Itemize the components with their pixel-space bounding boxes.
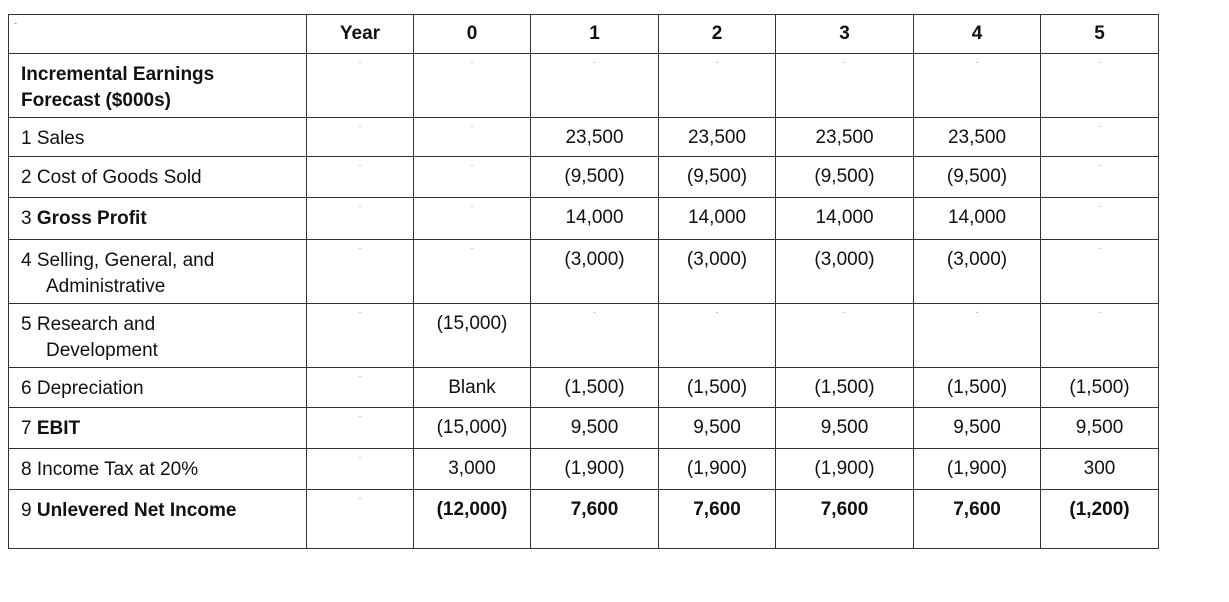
table-cell: (1,500): [1041, 368, 1159, 408]
header-cell-0: 0: [414, 15, 531, 54]
table-cell: 9,500: [776, 408, 914, 449]
table-cell: 14,000: [531, 198, 659, 240]
table-cell: -: [414, 157, 531, 198]
table-cell: -: [1041, 118, 1159, 157]
table-cell: -: [1041, 157, 1159, 198]
table-cell: (1,500): [531, 368, 659, 408]
header-cell-2: 2: [659, 15, 776, 54]
table-cell: -: [414, 54, 531, 118]
table-cell: (9,500): [531, 157, 659, 198]
table-cell: (1,500): [659, 368, 776, 408]
table-row-sales: [9, 118, 1159, 157]
table-cell: 23,500: [659, 118, 776, 157]
table-cell: 7,600: [914, 490, 1041, 549]
table-row-unlevered-net-income: [9, 490, 1159, 549]
table-cell: -: [414, 198, 531, 240]
table-cell: -: [531, 304, 659, 368]
table-cell: 9,500: [1041, 408, 1159, 449]
table-cell: -: [1041, 304, 1159, 368]
table-row-income-tax: [9, 449, 1159, 490]
table-cell: -: [307, 198, 414, 240]
table-cell: 14,000: [776, 198, 914, 240]
table-cell: (9,500): [914, 157, 1041, 198]
table-cell: -: [1041, 198, 1159, 240]
row-label: 9 Unlevered Net Income: [9, 490, 307, 549]
table-cell: -: [307, 304, 414, 368]
table-cell: 14,000: [914, 198, 1041, 240]
table-cell: (1,900): [659, 449, 776, 490]
table-cell: (15,000): [414, 408, 531, 449]
table-cell: (1,200): [1041, 490, 1159, 549]
table-cell: (1,900): [776, 449, 914, 490]
table-cell: (1,500): [914, 368, 1041, 408]
table-cell: 23,500: [531, 118, 659, 157]
table-row-sga: [9, 240, 1159, 304]
earnings-forecast-table: [8, 14, 1159, 549]
row-label: 5 Research and Development: [9, 304, 307, 368]
row-label: 8 Income Tax at 20%: [9, 449, 307, 490]
header-cell-4: 4: [914, 15, 1041, 54]
table-cell: Blank: [414, 368, 531, 408]
table-cell: 9,500: [914, 408, 1041, 449]
header-cell-1: 1: [531, 15, 659, 54]
table-cell: 9,500: [531, 408, 659, 449]
table-cell: -: [307, 408, 414, 449]
table-row-depreciation: [9, 368, 1159, 408]
header-row: [9, 15, 1159, 54]
table-cell: 23,500: [914, 118, 1041, 157]
table-cell: (15,000): [414, 304, 531, 368]
table-cell: -: [307, 368, 414, 408]
table-cell: -: [659, 54, 776, 118]
table-row-gross-profit: [9, 198, 1159, 240]
table-cell: -: [776, 304, 914, 368]
table-cell: -: [307, 449, 414, 490]
table-cell: (3,000): [531, 240, 659, 304]
table-cell: -: [307, 54, 414, 118]
table-cell: (9,500): [659, 157, 776, 198]
table-cell: (1,900): [531, 449, 659, 490]
row-label: 3 Gross Profit: [9, 198, 307, 240]
table-cell: (9,500): [776, 157, 914, 198]
table-cell: -: [307, 240, 414, 304]
table-cell: -: [659, 304, 776, 368]
table-cell: 14,000: [659, 198, 776, 240]
row-label: 7 EBIT: [9, 408, 307, 449]
row-label: 2 Cost of Goods Sold: [9, 157, 307, 198]
table-cell: 9,500: [659, 408, 776, 449]
header-cell-empty: -: [9, 15, 307, 54]
table-cell: (1,900): [914, 449, 1041, 490]
table-row-ebit: [9, 408, 1159, 449]
table-cell: -: [531, 54, 659, 118]
row-label: 1 Sales: [9, 118, 307, 157]
table-cell: -: [1041, 54, 1159, 118]
table-cell: -: [914, 54, 1041, 118]
table-cell: -: [1041, 240, 1159, 304]
table-cell: -: [307, 118, 414, 157]
section-title-label: Incremental Earnings Forecast ($000s): [9, 54, 307, 118]
table-cell: (3,000): [776, 240, 914, 304]
table-cell: -: [776, 54, 914, 118]
table-cell: -: [307, 157, 414, 198]
table-cell: (1,500): [776, 368, 914, 408]
table-cell: 7,600: [531, 490, 659, 549]
table-cell: -: [307, 490, 414, 549]
header-cell-year: Year: [307, 15, 414, 54]
header-cell-5: 5: [1041, 15, 1159, 54]
table-cell: -: [414, 240, 531, 304]
table-cell: 300: [1041, 449, 1159, 490]
table-row-section-title: [9, 54, 1159, 118]
table-cell: 23,500: [776, 118, 914, 157]
header-cell-3: 3: [776, 15, 914, 54]
table-cell: -: [414, 118, 531, 157]
table-cell: (3,000): [914, 240, 1041, 304]
table-cell: (3,000): [659, 240, 776, 304]
row-label: 4 Selling, General, and Administrative: [9, 240, 307, 304]
table-cell: 7,600: [776, 490, 914, 549]
table-cell: 7,600: [659, 490, 776, 549]
table-row-rnd: [9, 304, 1159, 368]
row-label: 6 Depreciation: [9, 368, 307, 408]
table-cell: (12,000): [414, 490, 531, 549]
table-cell: 3,000: [414, 449, 531, 490]
table-row-cogs: [9, 157, 1159, 198]
table-cell: -: [914, 304, 1041, 368]
